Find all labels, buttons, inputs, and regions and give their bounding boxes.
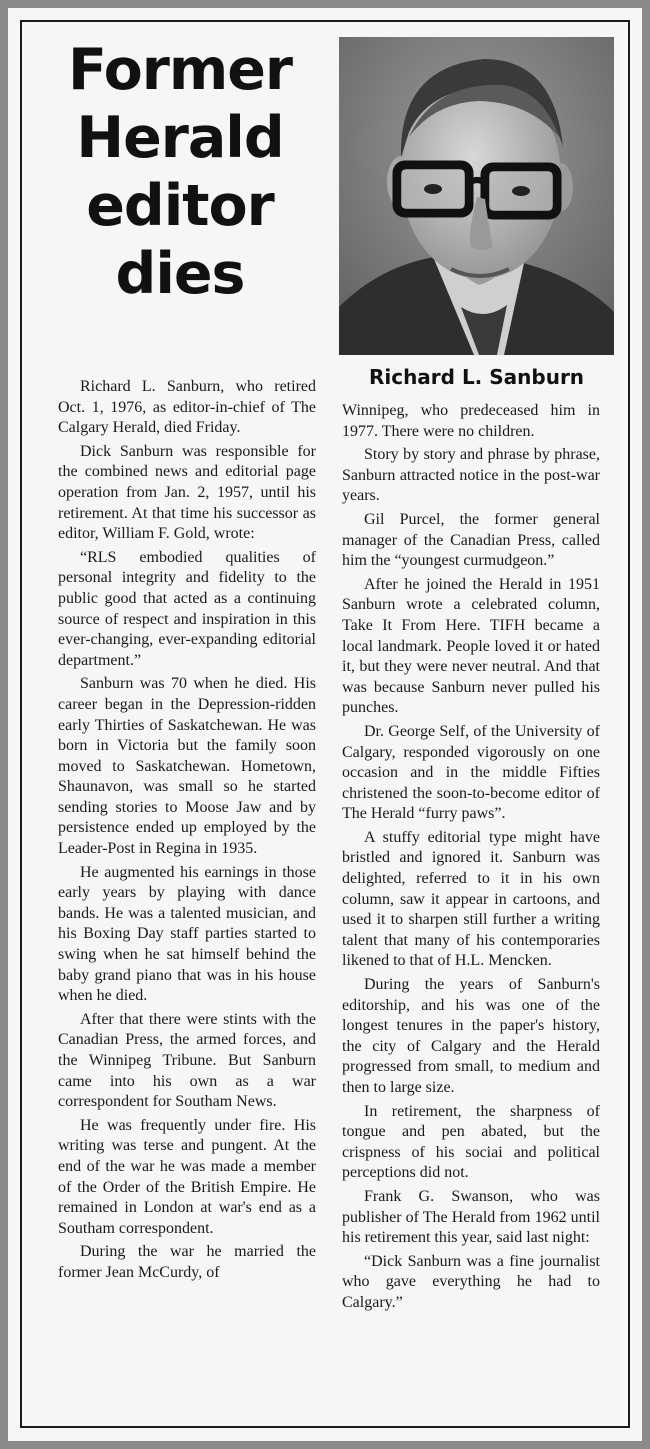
paragraph: Dr. George Self, of the University of Calgary, responded vigorously on one occasion and in the middle Fifties christened the soon-to-become editor of The Herald “furry paws”.	[342, 722, 600, 823]
article-column-2	[342, 401, 600, 1317]
headline-line: Former	[67, 37, 293, 103]
paragraph: “Dick Sanburn was a fine journalist who gave everything he had to Calgary.”	[342, 1252, 600, 1311]
paragraph: Sanburn was 70 when he died. His career began in the Depression-ridden early Thirties of Saskatchewan. He was born in Victoria but the family soon moved to Saskatchewan. Hometown, Shaunavon, was small so he started sending stories to Moose Jaw and by persistence ended up employed by the Leader-Post in Regina in 1935.	[58, 675, 316, 858]
paragraph: Winnipeg, who predeceased him in 1977. There were no children.	[342, 402, 600, 440]
portrait-illustration	[339, 37, 614, 355]
article-column-1	[58, 377, 316, 1287]
headline	[40, 36, 320, 308]
paragraph: He was frequently under fire. His writing was terse and pungent. At the end of the war he was made a member of the Order of the British Empire. He remained in London at war's end as a Southam correspondent.	[58, 1116, 316, 1237]
paragraph: After he joined the Herald in 1951 Sanburn wrote a celebrated column, Take It From Here. TIFH became a local landmark. People loved it or hated it, but they were never neutral. And that was because Sanburn never pulled his punches.	[342, 575, 600, 717]
headline-line: Herald	[76, 105, 284, 171]
paragraph: Richard L. Sanburn, who retired Oct. 1, 1976, as editor-in-chief of The Calgary Herald, died Friday.	[58, 378, 316, 437]
portrait-photo	[339, 37, 614, 355]
paragraph: Story by story and phrase by phrase, Sanburn attracted notice in the post-war years.	[342, 446, 600, 505]
paragraph: “RLS embodied qualities of personal integrity and fidelity to the public good that acted as a continuing source of respect and inspiration in this ever-changing, ever-expanding editorial department.”	[58, 548, 316, 669]
paragraph: Dick Sanburn was responsible for the combined news and editorial page operation from Jan. 2, 1957, until his retirement. At that time his successor as editor, William F. Gold, wrote:	[58, 442, 316, 543]
paragraph: Frank G. Swanson, who was publisher of The Herald from 1962 until his retirement this year, said last night:	[342, 1187, 600, 1247]
headline-line: dies	[115, 241, 245, 307]
paragraph: A stuffy editorial type might have bristled and ignored it. Sanburn was delighted, referred to it in his own column, saw it appear in cartoons, and used it to sharpen still further a writing talent that many of his contemporaries likened to that of H.L. Mencken.	[342, 828, 600, 970]
paragraph: He augmented his earnings in those early years by playing with dance bands. He was a talented musician, and his Boxing Day staff parties started to swing when he sat himself behind the baby grand piano that was in his house when he died.	[58, 863, 316, 1005]
headline-line: editor	[86, 173, 274, 239]
paragraph: After that there were stints with the Canadian Press, the armed forces, and the Winnipeg Tribune. But Sanburn came into his own as a war correspondent for Southam News.	[58, 1010, 316, 1111]
paragraph: During the war he married the former Jean McCurdy, of	[58, 1243, 316, 1281]
paragraph: During the years of Sanburn's editorship, and his was one of the longest tenures in the paper's history, the city of Calgary and the Herald progressed from small, to medium and then to large size.	[342, 976, 600, 1096]
photo-caption: Richard L. Sanburn	[368, 365, 585, 389]
paragraph: Gil Purcel, the former general manager of the Canadian Press, called him the “youngest curmudgeon.”	[342, 510, 600, 570]
paragraph: In retirement, the sharpness of tongue and pen abated, but the crispness of his sociai and political perceptions did not.	[342, 1102, 600, 1182]
